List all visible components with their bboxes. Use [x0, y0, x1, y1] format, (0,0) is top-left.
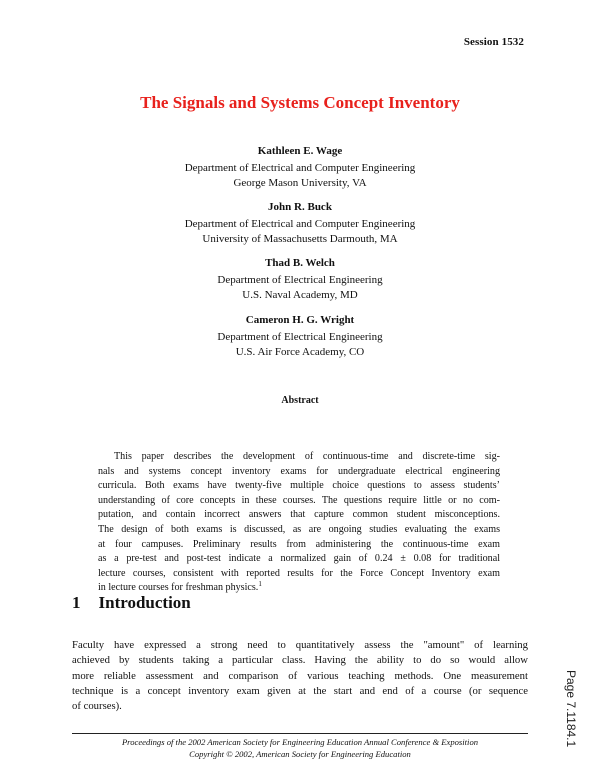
author-name: Cameron H. G. Wright: [245, 314, 355, 326]
abstract-line: as a pre-test and post-test indicate a normalized gain of 0.24 ± 0.08 for traditional: [98, 553, 500, 565]
author-block: [0, 144, 600, 191]
author-department: Department of Electrical Engineering: [217, 331, 383, 343]
author-name: John R. Buck: [268, 201, 332, 213]
section-number: 1: [72, 593, 81, 612]
intro-line: more reliable assessment and comparison of various teaching methods. One measurement: [72, 669, 528, 682]
section-heading: [72, 593, 191, 613]
author-block: [0, 256, 600, 303]
author-block: [0, 313, 600, 360]
footer-divider: [72, 733, 528, 734]
footnote-marker[interactable]: 1: [258, 580, 262, 589]
author-department: Department of Electrical Engineering: [217, 274, 383, 286]
abstract-heading: Abstract: [281, 395, 319, 406]
intro-line: Faculty have expressed a strong need to quantitatively assess the "amount" of learning: [72, 639, 528, 651]
abstract-line: nals and systems concept inventory exams for undergraduate electrical engineering: [98, 465, 500, 477]
intro-paragraph: [72, 638, 528, 714]
abstract-line: understanding of core concepts in these courses. The questions require little or no com-: [98, 494, 500, 506]
intro-line: of courses).: [72, 700, 122, 713]
page-number-label: Page 7.1184.1: [564, 670, 578, 748]
session-number: Session 1532: [463, 36, 524, 48]
author-block: [0, 200, 600, 247]
author-institution: U.S. Naval Academy, MD: [242, 289, 358, 301]
abstract-line: lecture courses, consistent with reported results for the Force Concept Inventory exam: [98, 567, 500, 579]
abstract-line: The design of both exams is discussed, as are ongoing studies evaluating the exams: [98, 523, 500, 535]
author-department: Department of Electrical and Computer Engineering: [184, 218, 416, 230]
author-name: Thad B. Welch: [265, 257, 335, 269]
paper-title: The Signals and Systems Concept Inventory: [140, 93, 460, 112]
author-institution: University of Massachusetts Darmouth, MA: [202, 233, 398, 245]
abstract-line: in lecture courses for freshman physics.: [98, 582, 259, 594]
abstract-body: [98, 450, 500, 596]
intro-line: technique is a concept inventory exam given at the start and end of a course (or sequence: [72, 684, 528, 697]
footer-proceedings: Proceedings of the 2002 American Society for Engineering Education Annual Conference & Exposition: [121, 737, 479, 747]
author-name: Kathleen E. Wage: [257, 145, 343, 157]
author-institution: U.S. Air Force Academy, CO: [235, 346, 365, 358]
abstract-line: at four campuses. Preliminary results from administering the continuous-time exam: [98, 538, 500, 550]
abstract-line: This paper describes the development of continuous-time and discrete-time sig-: [114, 451, 500, 462]
intro-line: achieved by students taking a particular class. Having the ability to do so would allow: [72, 654, 528, 667]
abstract-line: curricula. Both exams have twenty-five multiple choice questions to assess students’: [98, 480, 500, 492]
abstract-line: putation, and contain incorrect answers that capture common student misconceptions.: [98, 509, 500, 521]
footer: [0, 736, 600, 760]
author-department: Department of Electrical and Computer Engineering: [184, 162, 416, 174]
section-title: Introduction: [98, 593, 191, 612]
footer-copyright: Copyright © 2002, American Society for Engineering Education: [189, 749, 411, 759]
author-institution: George Mason University, VA: [233, 177, 367, 189]
